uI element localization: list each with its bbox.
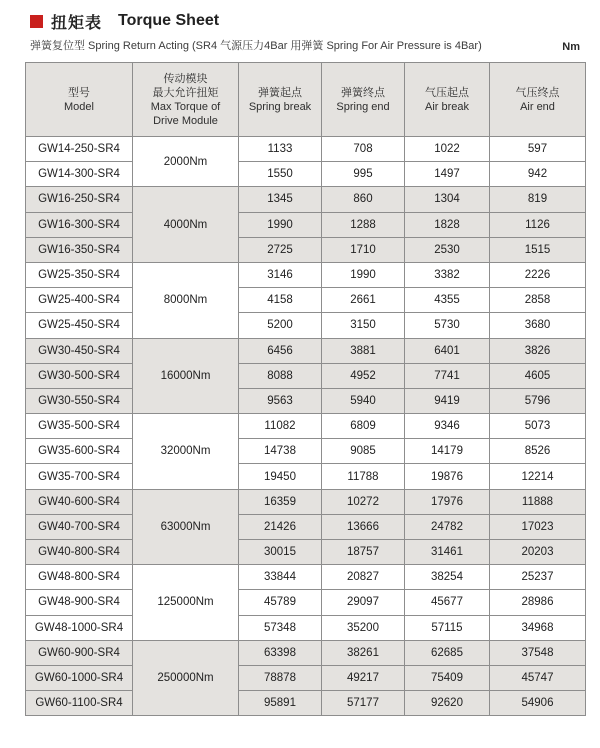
model-cell: GW25-450-SR4 — [26, 313, 133, 338]
model-cell: GW30-550-SR4 — [26, 388, 133, 413]
table-row — [26, 439, 586, 464]
air-break-cell: 1304 — [405, 187, 490, 212]
table-row — [26, 338, 586, 363]
model-cell: GW14-300-SR4 — [26, 162, 133, 187]
column-header-line: Air end — [520, 100, 555, 113]
air-end-cell: 20203 — [490, 540, 586, 565]
model-cell: GW30-500-SR4 — [26, 363, 133, 388]
spring-break-cell: 3146 — [239, 262, 322, 287]
column-header-line: 弹簧终点 — [341, 86, 385, 99]
spring-break-cell: 45789 — [239, 590, 322, 615]
spring-break-cell: 33844 — [239, 565, 322, 590]
model-cell: GW40-800-SR4 — [26, 540, 133, 565]
spring-end-cell: 18757 — [322, 540, 405, 565]
air-break-cell: 1497 — [405, 162, 490, 187]
table-row — [26, 414, 586, 439]
spring-end-cell: 29097 — [322, 590, 405, 615]
air-break-cell: 14179 — [405, 439, 490, 464]
model-cell: GW30-450-SR4 — [26, 338, 133, 363]
spring-break-cell: 95891 — [239, 691, 322, 716]
air-break-cell: 7741 — [405, 363, 490, 388]
spring-break-cell: 8088 — [239, 363, 322, 388]
table-row — [26, 691, 586, 716]
table-row — [26, 262, 586, 287]
spring-break-cell: 2725 — [239, 237, 322, 262]
air-end-cell: 25237 — [490, 565, 586, 590]
air-break-cell: 6401 — [405, 338, 490, 363]
title-zh: 扭矩表 — [51, 14, 103, 32]
table-row — [26, 288, 586, 313]
air-break-cell: 57115 — [405, 615, 490, 640]
model-cell: GW48-900-SR4 — [26, 590, 133, 615]
spring-end-cell: 5940 — [322, 388, 405, 413]
air-end-cell: 942 — [490, 162, 586, 187]
column-header-air-break — [405, 63, 490, 137]
max-torque-cell: 125000Nm — [133, 565, 239, 641]
model-cell: GW16-350-SR4 — [26, 237, 133, 262]
model-cell: GW35-600-SR4 — [26, 439, 133, 464]
column-header-line: 弹簧起点 — [258, 86, 302, 99]
column-header-line: Spring end — [336, 100, 390, 113]
air-end-cell: 1126 — [490, 212, 586, 237]
max-torque-cell: 2000Nm — [133, 137, 239, 187]
table-row — [26, 363, 586, 388]
subtitle-text: 弹簧复位型 Spring Return Acting (SR4 气源压力4Bar 用弹簧 Spring For Air Pressure is 4Bar) — [30, 40, 482, 52]
air-end-cell: 8526 — [490, 439, 586, 464]
spring-end-cell: 3881 — [322, 338, 405, 363]
spring-end-cell: 6809 — [322, 414, 405, 439]
air-break-cell: 9346 — [405, 414, 490, 439]
air-end-cell: 3680 — [490, 313, 586, 338]
air-end-cell: 11888 — [490, 489, 586, 514]
column-header-spring-end — [322, 63, 405, 137]
air-break-cell: 19876 — [405, 464, 490, 489]
column-header-line: 气压终点 — [515, 86, 560, 99]
subtitle-row — [30, 37, 590, 53]
air-break-cell: 38254 — [405, 565, 490, 590]
spring-end-cell: 10272 — [322, 489, 405, 514]
column-header-air-end — [490, 63, 586, 137]
air-break-cell: 9419 — [405, 388, 490, 413]
spring-break-cell: 21426 — [239, 514, 322, 539]
spring-break-cell: 11082 — [239, 414, 322, 439]
spring-end-cell: 35200 — [322, 615, 405, 640]
model-cell: GW48-800-SR4 — [26, 565, 133, 590]
column-header-line: Max Torque of — [150, 100, 221, 113]
air-end-cell: 12214 — [490, 464, 586, 489]
column-header-model — [26, 63, 133, 137]
spring-end-cell: 2661 — [322, 288, 405, 313]
table-row — [26, 313, 586, 338]
table-body — [26, 137, 586, 716]
table-row — [26, 162, 586, 187]
spring-break-cell: 1345 — [239, 187, 322, 212]
spring-end-cell: 38261 — [322, 640, 405, 665]
spring-break-cell: 19450 — [239, 464, 322, 489]
spring-end-cell: 11788 — [322, 464, 405, 489]
spring-break-cell: 1990 — [239, 212, 322, 237]
spring-end-cell: 860 — [322, 187, 405, 212]
spring-end-cell: 49217 — [322, 665, 405, 690]
title-en: Torque Sheet — [118, 12, 220, 29]
air-break-cell: 92620 — [405, 691, 490, 716]
model-cell: GW25-400-SR4 — [26, 288, 133, 313]
table-row — [26, 640, 586, 665]
unit-label: Nm — [562, 41, 580, 53]
air-break-cell: 5730 — [405, 313, 490, 338]
spring-break-cell: 4158 — [239, 288, 322, 313]
air-break-cell: 24782 — [405, 514, 490, 539]
air-break-cell: 31461 — [405, 540, 490, 565]
table-row — [26, 665, 586, 690]
air-end-cell: 37548 — [490, 640, 586, 665]
spring-end-cell: 13666 — [322, 514, 405, 539]
air-break-cell: 3382 — [405, 262, 490, 287]
air-break-cell: 17976 — [405, 489, 490, 514]
spring-break-cell: 1550 — [239, 162, 322, 187]
column-header-line: Drive Module — [153, 114, 218, 127]
air-end-cell: 2858 — [490, 288, 586, 313]
air-end-cell: 2226 — [490, 262, 586, 287]
model-cell: GW25-350-SR4 — [26, 262, 133, 287]
max-torque-cell: 32000Nm — [133, 414, 239, 490]
air-end-cell: 819 — [490, 187, 586, 212]
max-torque-cell: 63000Nm — [133, 489, 239, 565]
table-header — [26, 63, 586, 137]
air-break-cell: 2530 — [405, 237, 490, 262]
spring-break-cell: 30015 — [239, 540, 322, 565]
column-header-line: Air break — [424, 100, 470, 113]
air-break-cell: 1828 — [405, 212, 490, 237]
page-title — [30, 9, 585, 33]
table-row — [26, 137, 586, 162]
model-cell: GW40-700-SR4 — [26, 514, 133, 539]
air-end-cell: 34968 — [490, 615, 586, 640]
air-break-cell: 1022 — [405, 137, 490, 162]
spring-end-cell: 4952 — [322, 363, 405, 388]
air-break-cell: 75409 — [405, 665, 490, 690]
spring-break-cell: 9563 — [239, 388, 322, 413]
air-end-cell: 1515 — [490, 237, 586, 262]
table-row — [26, 565, 586, 590]
air-end-cell: 3826 — [490, 338, 586, 363]
air-end-cell: 45747 — [490, 665, 586, 690]
air-end-cell: 28986 — [490, 590, 586, 615]
spring-end-cell: 20827 — [322, 565, 405, 590]
red-square-bullet-icon — [30, 15, 43, 28]
air-end-cell: 5796 — [490, 388, 586, 413]
table-row — [26, 489, 586, 514]
air-end-cell: 5073 — [490, 414, 586, 439]
table-row — [26, 187, 586, 212]
table-row — [26, 590, 586, 615]
column-header-line: Spring break — [248, 100, 312, 113]
spring-end-cell: 1990 — [322, 262, 405, 287]
table-row — [26, 237, 586, 262]
column-header-max-torque — [133, 63, 239, 137]
spring-end-cell: 9085 — [322, 439, 405, 464]
spring-break-cell: 63398 — [239, 640, 322, 665]
spring-break-cell: 5200 — [239, 313, 322, 338]
torque-table — [25, 62, 586, 716]
model-cell: GW14-250-SR4 — [26, 137, 133, 162]
model-cell: GW35-500-SR4 — [26, 414, 133, 439]
model-cell: GW16-300-SR4 — [26, 212, 133, 237]
max-torque-cell: 8000Nm — [133, 262, 239, 338]
air-break-cell: 62685 — [405, 640, 490, 665]
column-header-spring-break — [239, 63, 322, 137]
spring-end-cell: 1710 — [322, 237, 405, 262]
spring-end-cell: 995 — [322, 162, 405, 187]
air-end-cell: 17023 — [490, 514, 586, 539]
air-end-cell: 54906 — [490, 691, 586, 716]
air-break-cell: 4355 — [405, 288, 490, 313]
spring-end-cell: 708 — [322, 137, 405, 162]
spring-end-cell: 57177 — [322, 691, 405, 716]
spring-end-cell: 1288 — [322, 212, 405, 237]
air-end-cell: 597 — [490, 137, 586, 162]
spring-end-cell: 3150 — [322, 313, 405, 338]
column-header-line: 最大允许扭矩 — [152, 86, 219, 99]
model-cell: GW35-700-SR4 — [26, 464, 133, 489]
table-row — [26, 212, 586, 237]
max-torque-cell: 4000Nm — [133, 187, 239, 263]
spring-break-cell: 14738 — [239, 439, 322, 464]
max-torque-cell: 250000Nm — [133, 640, 239, 716]
model-cell: GW48-1000-SR4 — [26, 615, 133, 640]
table-row — [26, 514, 586, 539]
table-row — [26, 464, 586, 489]
spring-break-cell: 6456 — [239, 338, 322, 363]
column-header-line: 传动模块 — [163, 72, 208, 85]
table-row — [26, 540, 586, 565]
spring-break-cell: 57348 — [239, 615, 322, 640]
model-cell: GW40-600-SR4 — [26, 489, 133, 514]
air-break-cell: 45677 — [405, 590, 490, 615]
header-row — [26, 63, 586, 137]
spring-break-cell: 1133 — [239, 137, 322, 162]
model-cell: GW16-250-SR4 — [26, 187, 133, 212]
table-row — [26, 615, 586, 640]
max-torque-cell: 16000Nm — [133, 338, 239, 414]
column-header-line: Model — [64, 100, 94, 113]
column-header-line: 气压起点 — [425, 86, 469, 99]
air-end-cell: 4605 — [490, 363, 586, 388]
spring-break-cell: 78878 — [239, 665, 322, 690]
column-header-line: 型号 — [68, 86, 90, 99]
table-row — [26, 388, 586, 413]
model-cell: GW60-1000-SR4 — [26, 665, 133, 690]
spring-break-cell: 16359 — [239, 489, 322, 514]
model-cell: GW60-1100-SR4 — [26, 691, 133, 716]
model-cell: GW60-900-SR4 — [26, 640, 133, 665]
